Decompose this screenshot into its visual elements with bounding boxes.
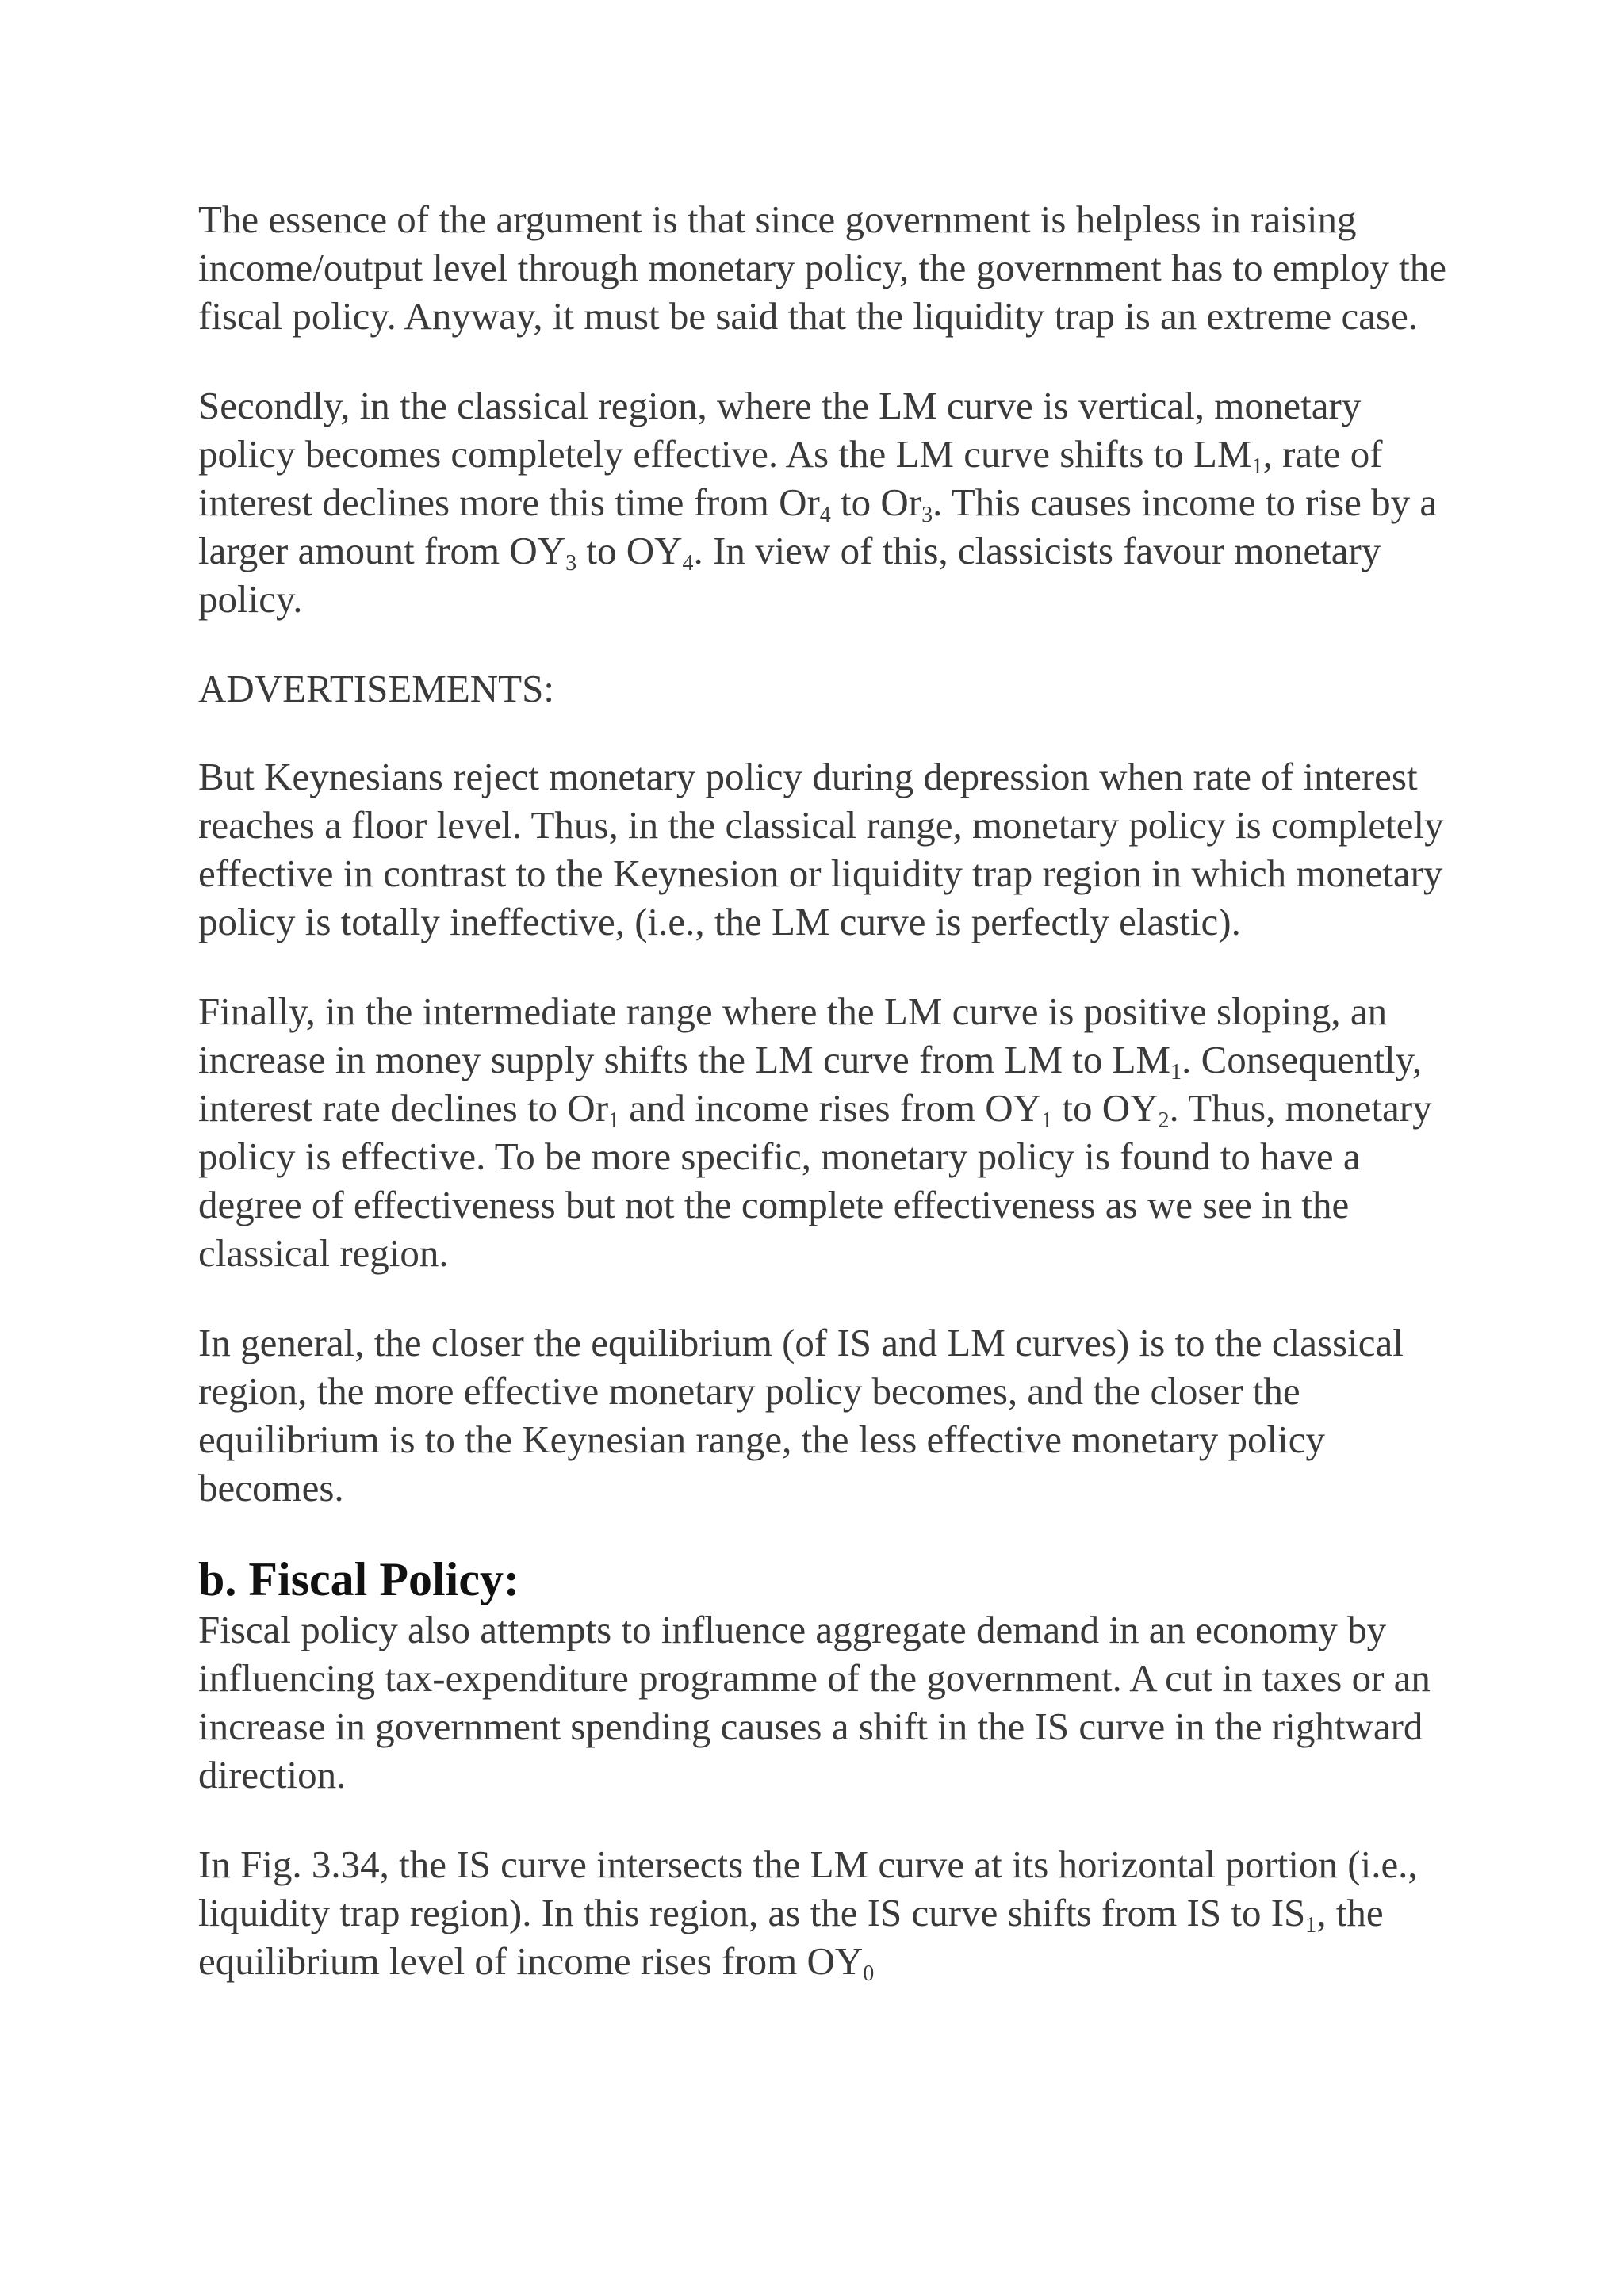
text-run: and income rises from OY: [619, 1086, 1042, 1130]
text-run: to Or: [830, 480, 922, 524]
ads-text: ADVERTISEMENTS:: [198, 667, 554, 710]
subscript: 1: [608, 1108, 620, 1133]
text-run: to OY: [1052, 1086, 1159, 1130]
text-run: Finally, in the intermediate range where the LM curve is positive sloping, an increase in money supply shifts the LM curve from LM to LM: [198, 989, 1388, 1081]
subscript: 1: [1305, 1913, 1317, 1938]
subscript: 0: [863, 1961, 875, 1986]
text-run: Secondly, in the classical region, where the LM curve is vertical, monetary policy becomes completely effective. As the LM curve shifts to LM: [198, 384, 1362, 476]
paragraph-liquidity-trap: [198, 195, 1451, 340]
subscript: 2: [1158, 1108, 1170, 1133]
text-run: In Fig. 3.34, the IS curve intersects the LM curve at its horizontal portion (i.e., liquidity trap region). In this region, as the IS curve shifts from IS to IS: [198, 1843, 1418, 1934]
text-run: . This causes income to rise by a larger amount from OY: [198, 480, 1438, 572]
paragraph-fiscal-policy: [198, 1605, 1451, 1799]
subscript: 4: [682, 551, 694, 576]
text-run: . In view of this, classicists favour monetary policy.: [198, 529, 1381, 621]
subscript: 3: [921, 503, 933, 527]
subscript: 1: [1041, 1108, 1053, 1133]
text-run: . Consequently, interest rate declines to Or: [198, 1038, 1423, 1130]
paragraph-text: Fiscal policy also attempts to influence aggregate demand in an economy by influencing tax-expenditure programme of the government. A cut in taxes or an increase in government spending causes a shift in the IS curve in the rightward direction.: [198, 1608, 1431, 1797]
section-heading-fiscal-policy: b. Fiscal Policy:: [198, 1553, 519, 1605]
subscript: 4: [819, 503, 831, 527]
paragraph-keynesians: [198, 752, 1451, 946]
paragraph-intermediate-range: [198, 987, 1451, 1277]
paragraph-text: In general, the closer the equilibrium (of IS and LM curves) is to the classical region, the more effective monetary policy becomes, and the closer the equilibrium is to the Keynesian range, the less effective monetary policy becomes.: [198, 1321, 1404, 1510]
advertisements-label: [198, 664, 1451, 713]
paragraph-text: The essence of the argument is that since government is helpless in raising income/output level through monetary policy, the government has to employ the fiscal policy. Anyway, it must be said that the liquidity trap is an extreme case.: [198, 197, 1446, 338]
paragraph-classical-region: [198, 381, 1451, 623]
paragraph-fig-3-34: [198, 1840, 1451, 1985]
subscript: 1: [1251, 454, 1263, 479]
text-run: , rate of interest declines more this time from Or: [198, 432, 1383, 524]
subscript: 1: [1170, 1060, 1182, 1085]
text-run: . Thus, monetary policy is effective. To be more specific, monetary policy is found to have a degree of effectiveness but not the complete effectiveness as we see in the classical region.: [198, 1086, 1432, 1275]
document-page: [198, 195, 1451, 2026]
subscript: 3: [565, 551, 577, 576]
text-run: to OY: [576, 529, 683, 572]
paragraph-text: But Keynesians reject monetary policy during depression when rate of interest reaches a floor level. Thus, in the classical range, monetary policy is completely effective in contrast to the Keynesion or liquidity trap region in which monetary policy is totally ineffective, (i.e., the LM curve is perfectly elastic).: [198, 755, 1444, 943]
paragraph-general: [198, 1318, 1451, 1512]
text-run: , the equilibrium level of income rises from OY: [198, 1891, 1384, 1983]
